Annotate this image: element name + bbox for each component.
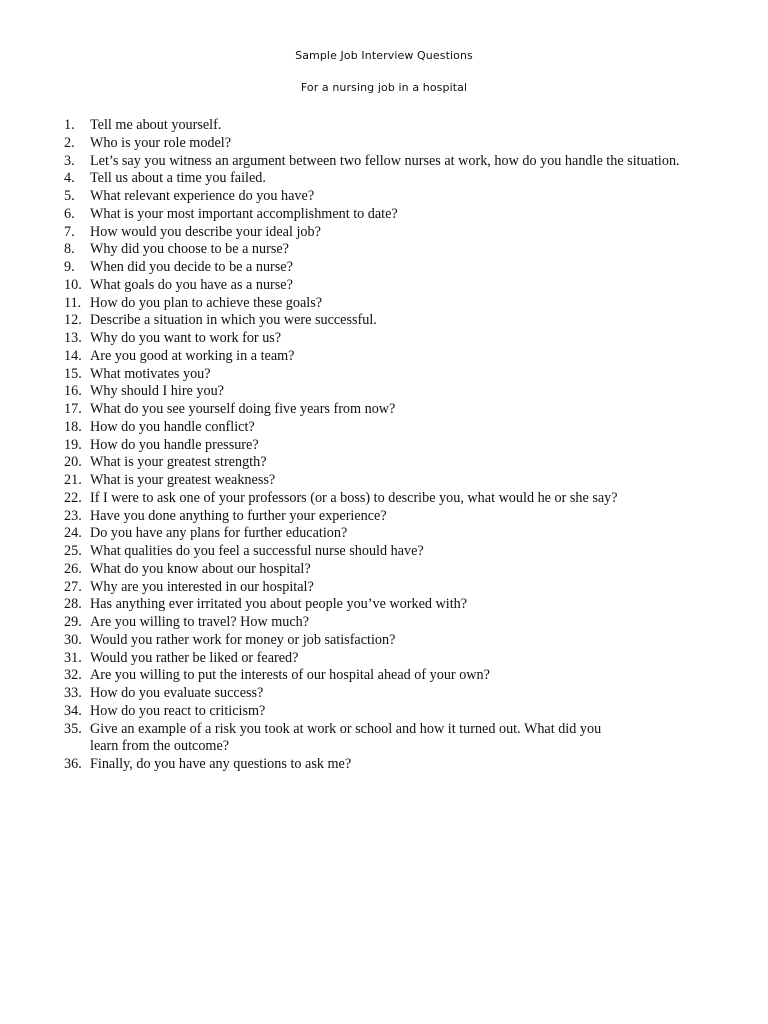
question-text: Why do you want to work for us? bbox=[90, 330, 282, 346]
question-item bbox=[64, 330, 744, 348]
question-text: Why did you choose to be a nurse? bbox=[90, 241, 289, 258]
question-number: 5. bbox=[64, 188, 75, 204]
question-text: Do you have any plans for further education? bbox=[90, 525, 348, 542]
question-number: 26. bbox=[64, 560, 82, 577]
question-number: 18. bbox=[64, 418, 82, 435]
question-item bbox=[64, 383, 744, 401]
question-text: Would you rather work for money or job satisfaction? bbox=[90, 631, 396, 648]
question-number: 33. bbox=[64, 685, 82, 701]
question-number: 11. bbox=[64, 294, 82, 311]
question-text: What is your greatest strength? bbox=[90, 454, 267, 471]
question-text: Are you willing to travel? How much? bbox=[90, 614, 310, 630]
question-item bbox=[64, 454, 744, 472]
question-item bbox=[64, 188, 744, 206]
question-item bbox=[64, 295, 744, 313]
question-item bbox=[64, 437, 744, 455]
question-text: If I were to ask one of your professors (or a boss) to describe you, what would he or she say? bbox=[90, 489, 618, 506]
question-text: What motivates you? bbox=[90, 365, 211, 382]
question-item bbox=[64, 667, 744, 685]
question-text: Has anything ever irritated you about people you’ve worked with? bbox=[90, 596, 468, 613]
question-item bbox=[64, 703, 744, 721]
question-text: Would you rather be liked or feared? bbox=[90, 649, 299, 666]
question-item bbox=[64, 756, 744, 774]
question-item bbox=[64, 632, 744, 650]
question-number: 16. bbox=[64, 383, 82, 400]
question-text: Are you good at working in a team? bbox=[90, 347, 295, 364]
question-number: 4. bbox=[64, 170, 75, 187]
question-number: 20. bbox=[64, 454, 82, 471]
question-text: What goals do you have as a nurse? bbox=[90, 276, 293, 293]
question-number: 29. bbox=[64, 614, 82, 630]
question-item bbox=[64, 614, 744, 632]
question-item bbox=[64, 543, 744, 561]
question-text: How do you handle conflict? bbox=[90, 418, 255, 435]
document-title: Sample Job Interview Questions bbox=[295, 49, 473, 62]
question-text: What qualities do you feel a successful nurse should have? bbox=[90, 543, 424, 559]
question-item bbox=[64, 472, 744, 490]
question-item bbox=[64, 206, 744, 224]
question-number: 36. bbox=[64, 756, 82, 772]
question-number: 6. bbox=[64, 205, 75, 222]
question-text: Have you done anything to further your experience? bbox=[90, 507, 387, 524]
question-item bbox=[64, 561, 744, 579]
question-item bbox=[64, 366, 744, 384]
question-number: 12. bbox=[64, 312, 82, 329]
question-text: Who is your role model? bbox=[90, 134, 232, 151]
question-item bbox=[64, 596, 744, 614]
question-number: 23. bbox=[64, 507, 82, 524]
document-subtitle: For a nursing job in a hospital bbox=[300, 81, 468, 94]
question-item bbox=[64, 525, 744, 543]
question-text: What is your most important accomplishment to date? bbox=[90, 205, 398, 222]
question-text: How would you describe your ideal job? bbox=[90, 223, 321, 240]
question-number: 1. bbox=[64, 117, 75, 133]
question-text: Finally, do you have any questions to ask me? bbox=[90, 756, 352, 772]
question-text: Why should I hire you? bbox=[90, 383, 224, 400]
question-item bbox=[64, 241, 744, 259]
question-text: When did you decide to be a nurse? bbox=[90, 259, 293, 275]
question-item bbox=[64, 650, 744, 668]
question-item bbox=[64, 135, 744, 153]
question-number: 21. bbox=[64, 472, 82, 488]
question-text: Why are you interested in our hospital? bbox=[90, 578, 314, 595]
question-list bbox=[64, 117, 744, 774]
question-item bbox=[64, 401, 744, 419]
question-text: Give an example of a risk you took at work or school and how it turned out. What did you learn from the outcome? bbox=[90, 720, 602, 755]
question-number: 17. bbox=[64, 401, 82, 417]
question-item bbox=[64, 259, 744, 277]
question-number: 32. bbox=[64, 667, 82, 684]
question-item bbox=[64, 277, 744, 295]
question-number: 3. bbox=[64, 152, 75, 169]
question-number: 7. bbox=[64, 223, 75, 240]
question-number: 27. bbox=[64, 578, 82, 595]
question-text: Tell us about a time you failed. bbox=[90, 170, 266, 187]
question-item bbox=[64, 224, 744, 242]
question-item bbox=[64, 170, 744, 188]
question-text: What do you know about our hospital? bbox=[90, 560, 311, 577]
question-text: What is your greatest weakness? bbox=[90, 472, 276, 488]
question-number: 22. bbox=[64, 489, 82, 506]
question-item bbox=[64, 117, 744, 135]
question-item bbox=[64, 153, 744, 171]
question-number: 30. bbox=[64, 631, 82, 648]
question-number: 8. bbox=[64, 241, 75, 258]
question-number: 2. bbox=[64, 134, 75, 151]
question-item bbox=[64, 312, 744, 330]
question-text: How do you react to criticism? bbox=[90, 702, 266, 719]
question-text: How do you evaluate success? bbox=[90, 685, 264, 701]
question-number: 9. bbox=[64, 259, 75, 275]
question-item bbox=[64, 721, 744, 757]
question-text: How do you handle pressure? bbox=[90, 436, 259, 453]
question-text: What relevant experience do you have? bbox=[90, 188, 315, 204]
question-number: 14. bbox=[64, 347, 82, 364]
question-text: Describe a situation in which you were successful. bbox=[90, 312, 377, 329]
question-text: Are you willing to put the interests of our hospital ahead of your own? bbox=[90, 667, 490, 684]
question-number: 35. bbox=[64, 720, 82, 737]
question-text: How do you plan to achieve these goals? bbox=[90, 294, 323, 311]
question-number: 25. bbox=[64, 543, 82, 559]
question-number: 10. bbox=[64, 276, 82, 293]
question-text: Tell me about yourself. bbox=[90, 117, 222, 133]
question-number: 34. bbox=[64, 702, 82, 719]
question-item bbox=[64, 579, 744, 597]
question-item bbox=[64, 508, 744, 526]
question-item bbox=[64, 348, 744, 366]
question-item bbox=[64, 419, 744, 437]
question-number: 15. bbox=[64, 365, 82, 382]
question-number: 13. bbox=[64, 330, 82, 346]
question-text: Let’s say you witness an argument between two fellow nurses at work, how do you handle the situation. bbox=[90, 152, 680, 169]
question-number: 19. bbox=[64, 436, 82, 453]
question-number: 31. bbox=[64, 649, 82, 666]
question-item bbox=[64, 685, 744, 703]
question-item bbox=[64, 490, 744, 508]
question-number: 24. bbox=[64, 525, 82, 542]
question-text: What do you see yourself doing five years from now? bbox=[90, 401, 396, 417]
question-number: 28. bbox=[64, 596, 82, 613]
